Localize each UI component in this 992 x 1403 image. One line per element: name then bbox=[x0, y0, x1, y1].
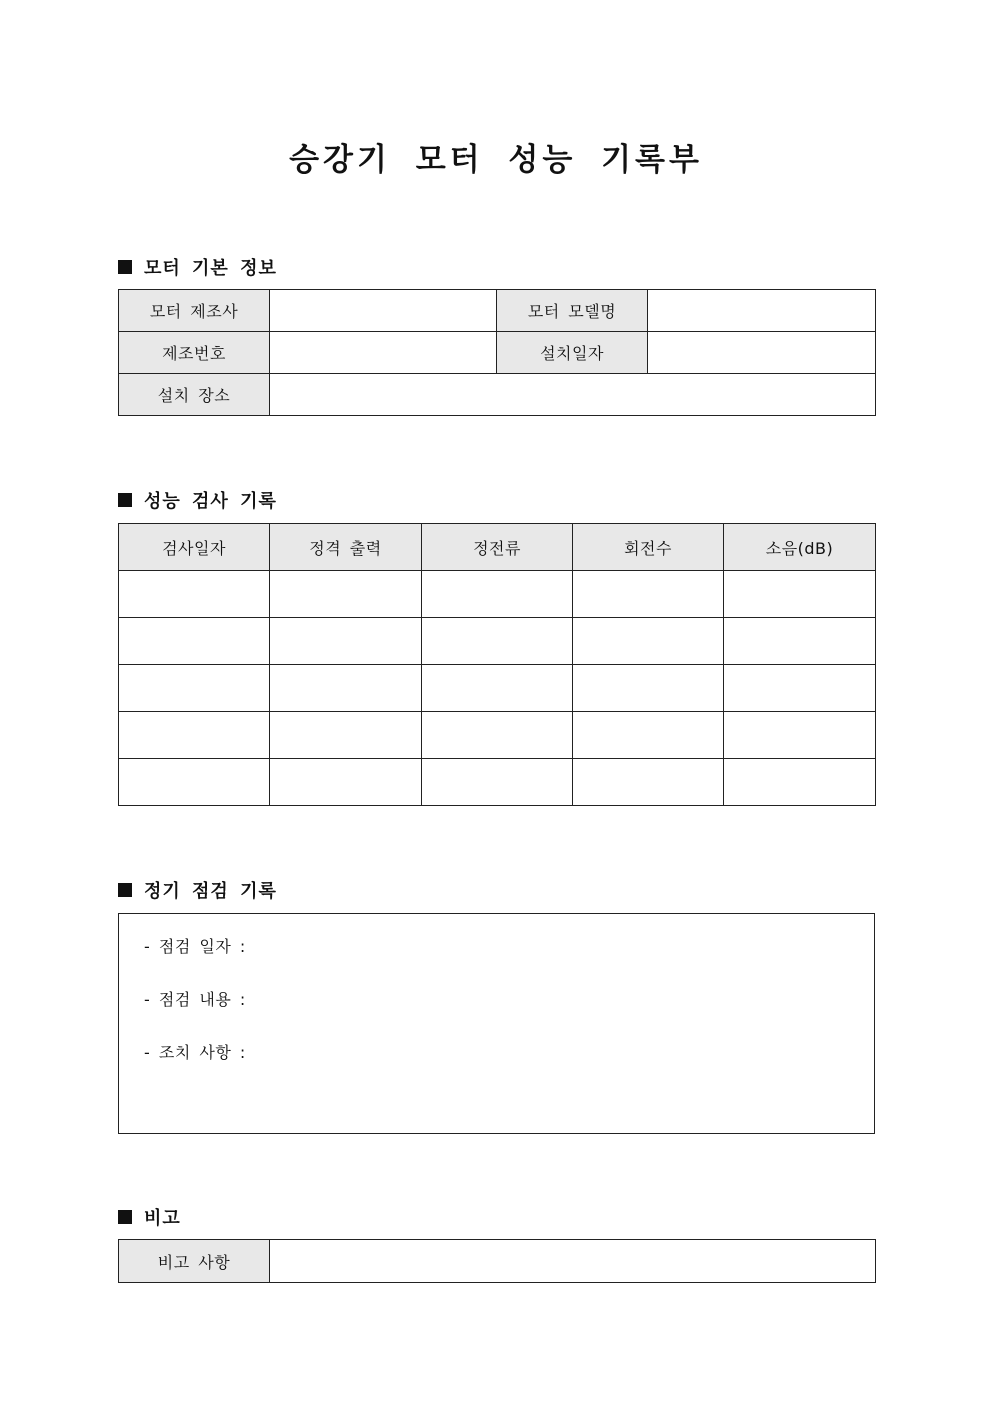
section-heading-text: 비고 bbox=[144, 1208, 181, 1229]
table-cell[interactable] bbox=[573, 759, 724, 806]
basic-info-table bbox=[118, 289, 876, 416]
column-header-rpm: 회전수 bbox=[573, 524, 724, 571]
table-row bbox=[119, 332, 876, 374]
serial-field[interactable] bbox=[270, 332, 497, 374]
section-heading-inspection bbox=[118, 877, 277, 903]
table-cell[interactable] bbox=[724, 759, 876, 806]
table-row bbox=[119, 759, 876, 806]
inspection-box[interactable] bbox=[118, 913, 875, 1134]
table-cell[interactable] bbox=[119, 618, 270, 665]
table-cell[interactable] bbox=[270, 618, 422, 665]
serial-label: 제조번호 bbox=[119, 332, 270, 374]
manufacturer-label: 모터 제조사 bbox=[119, 290, 270, 332]
section-heading-remarks bbox=[118, 1204, 181, 1230]
page-title: 승강기 모터 성능 기록부 bbox=[289, 142, 703, 178]
table-cell[interactable] bbox=[573, 618, 724, 665]
inspection-action-line: - 조치 사항 : bbox=[144, 1043, 246, 1062]
table-cell[interactable] bbox=[270, 665, 422, 712]
table-cell[interactable] bbox=[724, 618, 876, 665]
table-header-row bbox=[119, 524, 876, 571]
square-bullet-icon bbox=[118, 1210, 132, 1224]
table-cell[interactable] bbox=[119, 571, 270, 618]
table-row bbox=[119, 712, 876, 759]
section-heading-performance bbox=[118, 487, 277, 513]
model-field[interactable] bbox=[648, 290, 876, 332]
table-cell[interactable] bbox=[422, 759, 573, 806]
column-header-current: 정전류 bbox=[422, 524, 573, 571]
square-bullet-icon bbox=[118, 260, 132, 274]
table-cell[interactable] bbox=[270, 571, 422, 618]
table-cell[interactable] bbox=[724, 712, 876, 759]
inspection-content-line: - 점검 내용 : bbox=[144, 990, 246, 1009]
table-cell[interactable] bbox=[119, 712, 270, 759]
section-heading-text: 모터 기본 정보 bbox=[144, 258, 277, 279]
square-bullet-icon bbox=[118, 883, 132, 897]
table-cell[interactable] bbox=[270, 712, 422, 759]
remarks-table bbox=[118, 1239, 876, 1283]
table-cell[interactable] bbox=[573, 571, 724, 618]
table-cell[interactable] bbox=[119, 665, 270, 712]
table-cell[interactable] bbox=[422, 618, 573, 665]
table-row bbox=[119, 665, 876, 712]
table-row bbox=[119, 618, 876, 665]
table-cell[interactable] bbox=[422, 665, 573, 712]
column-header-date: 검사일자 bbox=[119, 524, 270, 571]
install-date-label: 설치일자 bbox=[497, 332, 648, 374]
remarks-label: 비고 사항 bbox=[119, 1240, 270, 1283]
section-heading-text: 정기 점검 기록 bbox=[144, 881, 277, 902]
location-label: 설치 장소 bbox=[119, 374, 270, 416]
install-date-field[interactable] bbox=[648, 332, 876, 374]
square-bullet-icon bbox=[118, 493, 132, 507]
section-heading-basic-info bbox=[118, 254, 277, 280]
table-row bbox=[119, 290, 876, 332]
section-heading-text: 성능 검사 기록 bbox=[144, 491, 277, 512]
table-cell[interactable] bbox=[573, 665, 724, 712]
table-row bbox=[119, 1240, 876, 1283]
manufacturer-field[interactable] bbox=[270, 290, 497, 332]
table-row bbox=[119, 571, 876, 618]
remarks-field[interactable] bbox=[270, 1240, 876, 1283]
location-field[interactable] bbox=[270, 374, 876, 416]
table-cell[interactable] bbox=[573, 712, 724, 759]
column-header-noise: 소음(dB) bbox=[724, 524, 876, 571]
column-header-rated-output: 정격 출력 bbox=[270, 524, 422, 571]
table-cell[interactable] bbox=[724, 571, 876, 618]
table-cell[interactable] bbox=[270, 759, 422, 806]
performance-table bbox=[118, 523, 876, 806]
table-cell[interactable] bbox=[724, 665, 876, 712]
model-label: 모터 모델명 bbox=[497, 290, 648, 332]
inspection-date-line: - 점검 일자 : bbox=[144, 937, 246, 956]
table-row bbox=[119, 374, 876, 416]
table-cell[interactable] bbox=[422, 712, 573, 759]
table-cell[interactable] bbox=[119, 759, 270, 806]
table-cell[interactable] bbox=[422, 571, 573, 618]
